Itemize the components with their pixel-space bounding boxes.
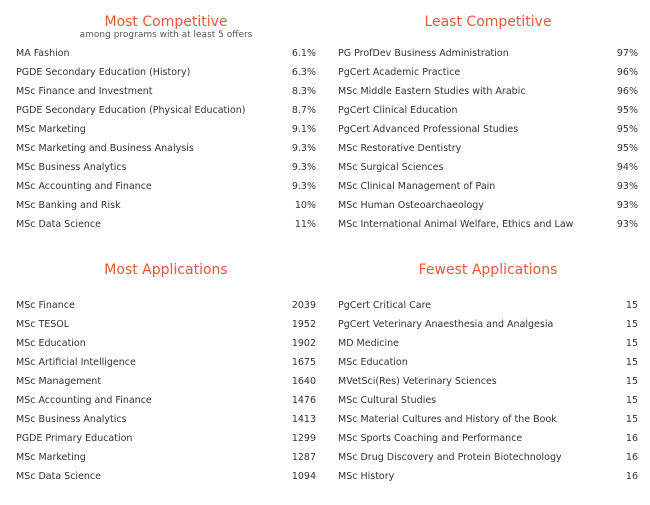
program-name: MSc Accounting and Finance [16, 395, 152, 406]
program-value: 1476 [291, 395, 316, 406]
program-name: MSc Restorative Dentistry [338, 143, 462, 154]
list-item [16, 467, 316, 486]
program-value: 96% [616, 86, 638, 97]
list-item [16, 44, 316, 63]
program-value: 9.3% [291, 143, 316, 154]
program-name: MSc Finance [16, 300, 75, 311]
program-name: PgCert Veterinary Anaesthesia and Analgesia [338, 319, 554, 330]
program-name: MSc Marketing [16, 124, 86, 135]
program-value: 96% [616, 67, 638, 78]
list-item [338, 215, 638, 234]
list-item [16, 448, 316, 467]
list-item [338, 101, 638, 120]
program-name: PGDE Secondary Education (History) [16, 67, 191, 78]
program-name: MSc Clinical Management of Pain [338, 181, 496, 192]
program-value: 16 [625, 452, 638, 463]
program-name: MSc Marketing [16, 452, 86, 463]
list-item [338, 63, 638, 82]
program-name: PgCert Clinical Education [338, 105, 458, 116]
list-item [16, 215, 316, 234]
most-applications-list [16, 296, 316, 486]
list-item [338, 334, 638, 353]
list-item [16, 429, 316, 448]
list-item [338, 315, 638, 334]
program-name: MSc Education [338, 357, 408, 368]
program-name: MSc Sports Coaching and Performance [338, 433, 523, 444]
most-competitive-title: Most Competitive [104, 14, 228, 30]
program-name: MA Fashion [16, 48, 70, 59]
program-value: 93% [616, 181, 638, 192]
list-item [16, 177, 316, 196]
program-value: 15 [625, 414, 638, 425]
program-value: 16 [625, 471, 638, 482]
program-value: 1413 [291, 414, 316, 425]
program-value: 15 [625, 300, 638, 311]
program-value: 15 [625, 357, 638, 368]
program-name: MSc History [338, 471, 395, 482]
program-value: 97% [616, 48, 638, 59]
program-value: 95% [616, 143, 638, 154]
program-value: 95% [616, 105, 638, 116]
most-competitive-panel [16, 13, 316, 234]
list-item [338, 467, 638, 486]
list-item [338, 196, 638, 215]
program-value: 6.3% [291, 67, 316, 78]
least-competitive-list [338, 44, 638, 234]
program-value: 1952 [291, 319, 316, 330]
program-value: 15 [625, 395, 638, 406]
program-name: MSc Artificial Intelligence [16, 357, 136, 368]
program-name: MSc Accounting and Finance [16, 181, 152, 192]
program-name: MSc TESOL [16, 319, 70, 330]
list-item [338, 296, 638, 315]
program-name: MSc Management [16, 376, 102, 387]
program-value: 9.1% [291, 124, 316, 135]
program-name: MSc Surgical Sciences [338, 162, 444, 173]
program-value: 15 [625, 376, 638, 387]
program-name: MSc Data Science [16, 219, 101, 230]
program-value: 10% [294, 200, 316, 211]
program-name: PGDE Primary Education [16, 433, 133, 444]
program-name: MSc Business Analytics [16, 162, 127, 173]
program-value: 1902 [291, 338, 316, 349]
list-item [338, 353, 638, 372]
list-item [16, 101, 316, 120]
program-value: 94% [616, 162, 638, 173]
program-name: PGDE Secondary Education (Physical Education) [16, 105, 246, 116]
program-value: 95% [616, 124, 638, 135]
program-value: 2039 [291, 300, 316, 311]
list-item [338, 44, 638, 63]
program-name: MVetSci(Res) Veterinary Sciences [338, 376, 497, 387]
list-item [338, 391, 638, 410]
list-item [16, 334, 316, 353]
fewest-applications-list [338, 296, 638, 486]
list-item [16, 63, 316, 82]
list-item [338, 82, 638, 101]
list-item [16, 315, 316, 334]
list-item [338, 429, 638, 448]
program-name: MSc Marketing and Business Analysis [16, 143, 194, 154]
program-name: MSc Data Science [16, 471, 101, 482]
program-value: 1299 [291, 433, 316, 444]
fewest-applications-panel [338, 261, 638, 486]
program-name: MSc Finance and Investment [16, 86, 153, 97]
least-competitive-title: Least Competitive [424, 14, 552, 30]
list-item [338, 177, 638, 196]
program-value: 6.1% [291, 48, 316, 59]
program-name: PG ProfDev Business Administration [338, 48, 509, 59]
program-name: MSc International Animal Welfare, Ethics and Law [338, 219, 574, 230]
program-name: MSc Business Analytics [16, 414, 127, 425]
program-value: 9.3% [291, 181, 316, 192]
list-item [16, 139, 316, 158]
program-name: MD Medicine [338, 338, 399, 349]
program-value: 15 [625, 319, 638, 330]
most-applications-panel [16, 261, 316, 486]
program-value: 1675 [291, 357, 316, 368]
list-item [16, 353, 316, 372]
program-value: 16 [625, 433, 638, 444]
program-name: MSc Cultural Studies [338, 395, 437, 406]
program-value: 93% [616, 219, 638, 230]
program-name: MSc Banking and Risk [16, 200, 121, 211]
most-competitive-list [16, 44, 316, 234]
program-value: 1094 [291, 471, 316, 482]
list-item [16, 82, 316, 101]
program-value: 15 [625, 338, 638, 349]
list-item [16, 296, 316, 315]
program-name: MSc Material Cultures and History of the Book [338, 414, 557, 425]
program-name: PgCert Advanced Professional Studies [338, 124, 519, 135]
program-name: MSc Education [16, 338, 86, 349]
program-name: MSc Human Osteoarchaeology [338, 200, 484, 211]
list-item [338, 158, 638, 177]
least-competitive-panel [338, 13, 638, 234]
program-name: MSc Middle Eastern Studies with Arabic [338, 86, 526, 97]
program-value: 8.7% [291, 105, 316, 116]
program-value: 9.3% [291, 162, 316, 173]
most-competitive-subtitle: among programs with at least 5 offers [79, 30, 253, 40]
fewest-applications-title: Fewest Applications [418, 262, 558, 278]
list-item [16, 196, 316, 215]
list-item [338, 448, 638, 467]
list-item [16, 372, 316, 391]
program-value: 93% [616, 200, 638, 211]
program-name: PgCert Academic Practice [338, 67, 461, 78]
most-applications-title: Most Applications [104, 262, 228, 278]
list-item [338, 139, 638, 158]
program-value: 1640 [291, 376, 316, 387]
list-item [338, 120, 638, 139]
program-value: 1287 [291, 452, 316, 463]
list-item [16, 391, 316, 410]
list-item [16, 410, 316, 429]
program-name: MSc Drug Discovery and Protein Biotechnology [338, 452, 562, 463]
list-item [16, 158, 316, 177]
list-item [16, 120, 316, 139]
list-item [338, 372, 638, 391]
list-item [338, 410, 638, 429]
program-name: PgCert Critical Care [338, 300, 432, 311]
program-value: 8.3% [291, 86, 316, 97]
program-value: 11% [294, 219, 316, 230]
